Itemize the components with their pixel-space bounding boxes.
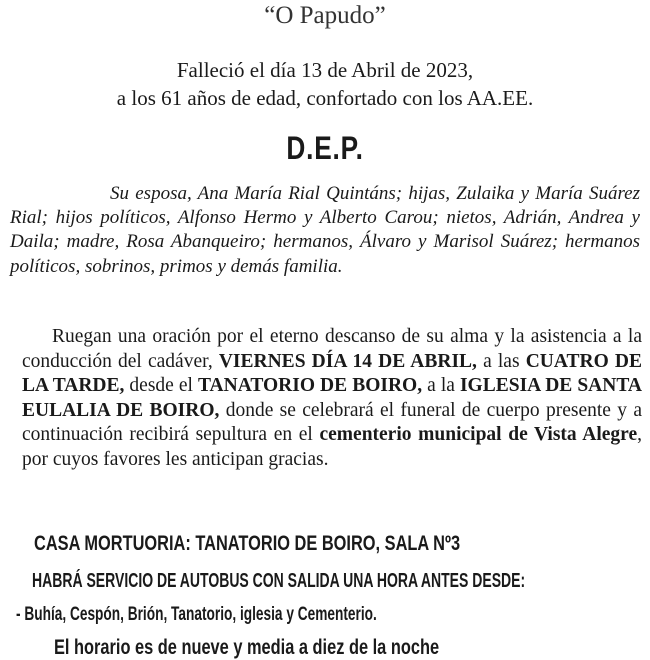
funeral-home-line: CASA MORTUORIA: TANATORIO DE BOIRO, SALA Nº3 — [34, 532, 461, 555]
request-text-1: Ruegan una oración por el eterno descanso de su alma y la asistencia a la conducción del cadáver, — [22, 326, 642, 372]
family-paragraph: Su esposa, Ana María Rial Quintáns; hijas, Zulaika y María Suárez Rial; hijos políticos, Alfonso Hermo y Alberto Carou; nietos, Adrián, Andrea y Daila; madre, Rosa Abanqueiro; hermanos, Álvaro y Marisol Suárez; hermanos políticos, sobrinos, primos y demás familia. — [10, 183, 640, 277]
request-text-2: a las — [476, 350, 526, 372]
request-text-3: desde el — [124, 375, 198, 397]
request-church: IGLESIA DE SANTA EULALIA DE BOIRO, — [22, 375, 642, 421]
request-date: VIERNES DÍA 14 DE ABRIL, — [218, 350, 477, 372]
request-time: CUATRO DE LA TARDE, — [22, 350, 642, 397]
request-cemetery: cementerio municipal de Vista Alegre — [319, 424, 638, 446]
dep-heading: D.E.P. — [286, 130, 364, 166]
schedule-line: El horario es de nueve y media a diez de la noche — [54, 636, 440, 659]
request-text-5: donde se celebrará el funeral de cuerpo presente y a continuación recibirá sepultura en el — [22, 399, 642, 446]
request-paragraph — [22, 325, 642, 473]
nickname: “O Papudo” — [264, 2, 386, 29]
death-date-line: Falleció el día 13 de Abril de 2023, — [176, 58, 474, 82]
bus-stops-line: - Buhía, Cespón, Brión, Tanatorio, iglesia y Cementerio. — [16, 604, 377, 625]
age-line: a los 61 años de edad, confortado con los AA.EE. — [116, 86, 534, 110]
request-text-6: , por cuyos favores les anticipan gracias. — [22, 424, 642, 470]
request-origin: TANATORIO DE BOIRO, — [198, 375, 423, 397]
bus-service-line: HABRÁ SERVICIO DE AUTOBUS CON SALIDA UNA HORA ANTES DESDE: — [32, 570, 526, 592]
request-text-4: a la — [422, 375, 460, 397]
